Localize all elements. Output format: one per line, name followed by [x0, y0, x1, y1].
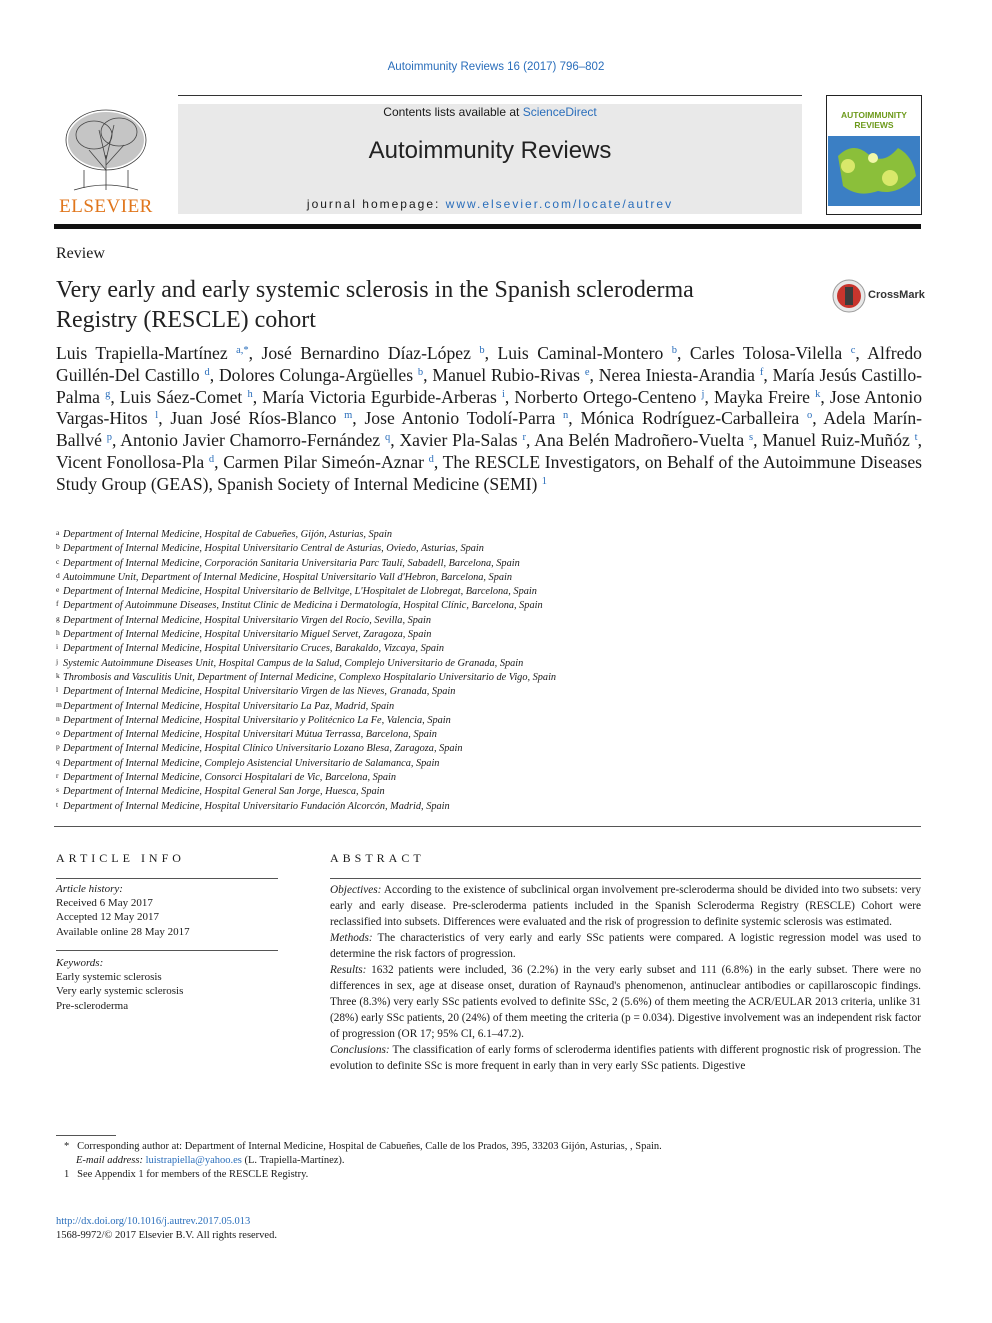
- affiliation-key: p: [56, 742, 60, 752]
- author-affiliation-marker[interactable]: m: [344, 410, 353, 422]
- affiliation-text: Department of Internal Medicine, Complejo Asistencial Universitario de Salamanca, Spain: [63, 757, 440, 769]
- affiliation-row: [56, 728, 922, 742]
- author-affiliation-marker[interactable]: n: [563, 410, 569, 422]
- article-history: [56, 882, 278, 939]
- affiliation-row: [56, 714, 922, 728]
- keyword: Early systemic sclerosis: [56, 971, 162, 984]
- affiliation-key: s: [56, 785, 59, 795]
- affiliation-text: Department of Internal Medicine, Hospital Universitario y Politécnico La Fe, Valencia, Spain: [63, 714, 451, 726]
- author-name: Manuel Ruiz-Muñóz: [762, 430, 910, 451]
- author-name: Adela Marín-Ballvé: [56, 408, 923, 451]
- author-name: Luis Trapiella-Martínez: [56, 343, 228, 363]
- affiliation-row: [56, 571, 922, 585]
- journal-homepage: journal homepage: www.elsevier.com/locate/autrev: [306, 197, 674, 211]
- affiliation-row: [56, 528, 922, 542]
- affiliation-key: q: [56, 756, 60, 766]
- abstract-body: [330, 882, 921, 1074]
- affiliation-key: f: [56, 599, 59, 609]
- affiliation-row: [56, 542, 922, 556]
- author-name: Mónica Rodríguez-Carballeira: [580, 408, 800, 429]
- author-affiliation-marker[interactable]: e: [584, 366, 590, 378]
- affiliation-key: m: [56, 699, 62, 709]
- affiliation-row: [56, 685, 922, 699]
- article-title: Very early and early systemic sclerosis in the Spanish scleroderma Registry (RESCLE) cohort: [56, 277, 694, 333]
- author-affiliation-marker[interactable]: f: [759, 366, 764, 378]
- affiliation-row: [56, 599, 922, 613]
- elsevier-wordmark: ELSEVIER: [59, 196, 153, 217]
- affiliation-text: Department of Internal Medicine, Hospital Clínico Universitario Lozano Blesa, Zaragoza, Spain: [63, 743, 463, 755]
- author-affiliation-marker[interactable]: l: [155, 410, 159, 422]
- affiliation-text: Department of Internal Medicine, Hospital Universitari Mútua Terrassa, Barcelona, Spain: [63, 729, 437, 741]
- author-affiliation-marker[interactable]: q: [384, 432, 391, 444]
- affiliation-text: Department of Autoimmune Diseases, Institut Clinic de Medicina i Dermatología, Hospital Clínic, Barcelona, Spain: [63, 600, 543, 612]
- affiliation-key: r: [56, 771, 59, 781]
- author-name: Luis Caminal-Montero: [497, 343, 664, 363]
- abstract-objectives: Objectives: According to the existence of subclinical organ involvement pre-scleroderma should be divided into two subsets: very early and early disease. Pre-scleroderma patients included in the Spanish Scleroderma Registry (RESCLE) Cohort were reclassified into subsets. Differences were evaluated and the risk of progression to definite systemic sclerosis was estimated.: [330, 884, 921, 928]
- author-affiliation-marker[interactable]: b: [417, 366, 424, 378]
- affiliation-text: Department of Internal Medicine, Hospital Universitario Miguel Servet, Zaragoza, Spain: [63, 629, 432, 641]
- author-affiliation-marker[interactable]: r: [522, 432, 526, 444]
- affiliation-key: h: [56, 628, 60, 638]
- author-affiliation-marker[interactable]: d: [204, 366, 210, 378]
- affiliation-text: Department of Internal Medicine, Consorci Hospitalari de Vic, Barcelona, Spain: [63, 772, 397, 784]
- contents-line: Contents lists available at ScienceDirect: [383, 105, 597, 119]
- affiliation-row: [56, 671, 922, 685]
- author-affiliation-marker[interactable]: d: [208, 453, 215, 465]
- affiliation-key: i: [56, 642, 59, 652]
- author-name: Jose Antonio Todolí-Parra: [364, 408, 556, 429]
- author-affiliation-marker[interactable]: b: [479, 345, 485, 356]
- sciencedirect-link[interactable]: ScienceDirect: [522, 105, 597, 119]
- journal-reference[interactable]: Autoimmunity Reviews 16 (2017) 796–802: [387, 61, 605, 73]
- author-name: The RESCLE Investigators, on Behalf of the Autoimmune Diseases Study Group (GEAS), Spanish Society of Internal Medicine (SEMI): [56, 451, 923, 494]
- affiliation-row: [56, 557, 922, 571]
- author-affiliation-marker[interactable]: o: [807, 410, 813, 422]
- affiliation-row: [56, 614, 922, 628]
- abstract-conclusions: Conclusions: The classification of early forms of scleroderma identifies patients with different prognostic risk of progression. The evolution to definite SSc is more frequent in early than in very early SSc patients. Digestive: [330, 1044, 921, 1072]
- affiliation-text: Department of Internal Medicine, Corporación Sanitaria Universitaria Parc Taulí, Sabadell, Barcelona, Spain: [63, 557, 520, 569]
- author-affiliation-marker[interactable]: t: [914, 432, 918, 444]
- author-affiliation-marker[interactable]: d: [428, 453, 434, 465]
- author-name: María Jesús Castillo-Palma: [56, 364, 923, 407]
- author-name: Carmen Pilar Simeón-Aznar: [223, 451, 424, 472]
- author-affiliation-marker[interactable]: c: [850, 345, 856, 356]
- abstract-results: Results: 1632 patients were included, 36 (2.2%) in the very early subset and 111 (6.8%) in the early subset. There were no differences in sex, age at disease onset, duration of Raynaud's phenomenon, antinuclear antibodies or capillaroscopic findings. Three (8.3%) very early SSc patients evolved to definite SSc, 2 (5.6%) of them meeting the ACR/EULAR 2013 criteria, unlike 31 (28%) early SSc patients, 20 (24%) of them meeting the criteria (p = 0.034). Digestive involvement was an independent risk factor of progression (OR 17; 95% CI, 6.1–47.2).: [330, 964, 921, 1040]
- homepage-link[interactable]: www.elsevier.com/locate/autrev: [445, 197, 674, 211]
- article-info-rule: [56, 878, 278, 879]
- affiliation-text: Department of Internal Medicine, Hospital Universitario Fundación Alcorcón, Madrid, Spain: [63, 800, 450, 812]
- affiliation-key: g: [56, 613, 60, 623]
- author-affiliation-marker[interactable]: k: [815, 388, 821, 400]
- author-name: Nerea Iniesta-Arandia: [598, 364, 755, 385]
- author-affiliation-marker[interactable]: 1: [541, 475, 547, 487]
- affiliation-text: Department of Internal Medicine, Hospital Universitario Cruces, Barakaldo, Vizcaya, Spain: [63, 643, 445, 655]
- author-name: Juan José Ríos-Blanco: [170, 408, 337, 429]
- header-rule: [54, 224, 921, 229]
- author-affiliation-marker[interactable]: g: [105, 388, 111, 400]
- history-item: Accepted 12 May 2017: [56, 911, 159, 924]
- affiliation-key: c: [56, 556, 60, 566]
- history-item: Available online 28 May 2017: [56, 925, 190, 938]
- affiliation-text: Department of Internal Medicine, Hospital de Cabueñes, Gijón, Asturias, Spain: [63, 529, 392, 540]
- author-name: Vicent Fonollosa-Pla: [56, 451, 205, 472]
- affiliation-key: n: [56, 713, 60, 723]
- cover-title: AUTOIMMUNITY REVIEWS: [841, 110, 907, 130]
- abstract-methods: Methods: The characteristics of very early and early SSc patients were compared. A logistic regression model was used to determine the risk factors of progression.: [330, 932, 921, 960]
- author-affiliation-marker[interactable]: s: [748, 432, 754, 444]
- cover-globe-icon: [828, 136, 920, 206]
- footnote-rule: [56, 1135, 116, 1136]
- affiliation-key: a: [56, 528, 60, 537]
- keyword: Pre-scleroderma: [56, 999, 129, 1012]
- affiliation-text: Systemic Autoimmune Diseases Unit, Hospital Campus de la Salud, Complejo Universitario de Granada, Spain: [63, 657, 524, 669]
- abstract-heading: ABSTRACT: [330, 851, 425, 865]
- abstract-rule: [330, 878, 921, 879]
- author-name: Manuel Rubio-Rivas: [432, 364, 580, 385]
- affiliation-text: Department of Internal Medicine, Hospital Universitario de Bellvitge, L'Hospitalet de Llobregat, Barcelona, Spain: [63, 586, 537, 598]
- author-name: Norberto Ortego-Centeno: [514, 386, 697, 407]
- registry-note: 1 See Appendix 1 for members of the RESCLE Registry.: [64, 1169, 309, 1181]
- affiliation-row: [56, 800, 922, 814]
- keywords-block: [56, 956, 278, 1013]
- journal-cover-thumbnail[interactable]: [826, 95, 922, 215]
- affiliation-text: Department of Internal Medicine, Hospital Universitario La Paz, Madrid, Spain: [63, 700, 395, 712]
- author-name: Carles Tolosa-Vilella: [689, 343, 843, 363]
- journal-name: Autoimmunity Reviews: [368, 137, 612, 164]
- affiliation-text: Autoimmune Unit, Department of Internal Medicine, Hospital Universitario Vall d'Hebron, Barcelona, Spain: [63, 571, 513, 583]
- author-affiliation-marker[interactable]: j: [701, 388, 705, 400]
- affiliation-key: o: [56, 728, 60, 738]
- author-list: Luis Trapiella-Martínez $^{a,*}$, José Bernardino Díaz-López $^b$, Luis Caminal-Montero $^b$, Carles Tolosa-Vilella $^c$, Alfredo Guillén-Del Castillo $^d$, Dolores Colunga-Argüelles $^b$, Manuel Rubio-Rivas $^e$, Nerea Iniesta-Arandia $^f$, María Jesús Castillo-Palma $^g$, Luis Sáez-Comet $^h$, María Victoria Egurbide-Arberas $^i$, Norberto Ortego-Centeno $^j$, Mayka Freire $^k$, Jose Antonio Vargas-Hitos $^l$, Juan José Ríos-Blanco $^m$, Jose Antonio Todolí-Parra $^n$, Mónica Rodríguez-Carballeira $^o$, Adela Marín-Ballvé $^p$, Antonio Javier Chamorro-Fernández $^q$, Xavier Pla-Salas $^r$, Ana Belén Madroñero-Vuelta $^s$, Manuel Ruiz-Muñóz $^t$, Vicent Fonollosa-Pla $^d$, Carmen Pilar Simeón-Aznar $^d$, The RESCLE Investigators, on Behalf of the Autoimmune Diseases Study Group (GEAS), Spanish Society of Internal Medicine (SEMI) $^1$: [56, 343, 923, 494]
- article-type: Review: [56, 245, 105, 262]
- affiliation-row: [56, 757, 922, 771]
- author-name: Jose Antonio Vargas-Hitos: [56, 386, 923, 429]
- author-name: Dolores Colunga-Argüelles: [218, 364, 414, 385]
- affiliation-row: [56, 642, 922, 656]
- author-affiliation-marker[interactable]: h: [247, 388, 253, 400]
- author-affiliation-marker[interactable]: i: [501, 388, 505, 400]
- corresponding-author-note: * Corresponding author at: Department of Internal Medicine, Hospital de Cabueñes, Calle de los Prados, 395, 33203 Gijón, Asturias, , Spain.: [64, 1141, 662, 1152]
- affiliation-row: [56, 585, 922, 599]
- affiliation-key: d: [56, 570, 60, 580]
- author-name: Xavier Pla-Salas: [399, 430, 518, 451]
- author-name: Alfredo Guillén-Del Castillo: [56, 343, 922, 385]
- keywords-label: Keywords:: [56, 957, 104, 969]
- affiliation-text: Department of Internal Medicine, Hospital Universitario Virgen del Rocío, Sevilla, Spain: [63, 614, 432, 626]
- affiliation-text: Department of Internal Medicine, Hospital General San Jorge, Huesca, Spain: [63, 786, 385, 798]
- article-info-heading: ARTICLE INFO: [56, 851, 185, 865]
- keyword: Very early systemic sclerosis: [56, 985, 184, 998]
- crossmark-icon: [832, 279, 866, 313]
- author-name: María Victoria Egurbide-Arberas: [262, 386, 497, 407]
- doi-link[interactable]: http://dx.doi.org/10.1016/j.autrev.2017.05.013: [56, 1216, 251, 1227]
- author-name: Mayka Freire: [714, 386, 810, 407]
- author-name: Ana Belén Madroñero-Vuelta: [534, 430, 745, 451]
- affiliation-key: e: [56, 585, 60, 595]
- affiliation-row: [56, 771, 922, 785]
- affiliation-key: b: [56, 542, 60, 552]
- author-affiliation-marker[interactable]: a,*: [236, 345, 249, 356]
- affiliation-text: Department of Internal Medicine, Hospital Universitario Central de Asturias, Oviedo, Asturias, Spain: [63, 543, 484, 555]
- affiliation-row: [56, 628, 922, 642]
- affiliation-key: j: [56, 656, 59, 666]
- section-rule: [54, 826, 921, 827]
- keywords-rule: [56, 950, 278, 951]
- affiliation-row: [56, 657, 922, 671]
- author-name: Antonio Javier Chamorro-Fernández: [120, 430, 381, 451]
- affiliation-key: k: [56, 670, 60, 680]
- copyright: 1568-9972/© 2017 Elsevier B.V. All rights reserved.: [56, 1230, 277, 1242]
- author-affiliation-marker[interactable]: p: [106, 432, 113, 444]
- affiliation-key: t: [56, 799, 59, 809]
- doi-block: [56, 1215, 277, 1243]
- affiliation-text: Department of Internal Medicine, Hospital Universitario Virgen de las Nieves, Granada, Spain: [63, 686, 456, 698]
- author-name: Luis Sáez-Comet: [119, 386, 243, 407]
- affiliation-key: l: [56, 685, 59, 695]
- history-item: Received 6 May 2017: [56, 897, 153, 910]
- email-link[interactable]: luistrapiella@yahoo.es: [145, 1155, 242, 1167]
- affiliation-text: Thrombosis and Vasculitis Unit, Department of Internal Medicine, Complexo Hospitalario Universitario de Vigo, Spain: [63, 671, 557, 683]
- banner-top-rule: [178, 95, 802, 96]
- history-label: Article history:: [56, 883, 123, 895]
- affiliation-row: [56, 700, 922, 714]
- affiliation-row: [56, 785, 922, 799]
- author-affiliation-marker[interactable]: b: [671, 345, 677, 356]
- email-note: E-mail address: luistrapiella@yahoo.es (L. Trapiella-Martínez).: [76, 1155, 345, 1167]
- affiliation-list: [56, 528, 922, 814]
- crossmark-label[interactable]: CrossMark: [868, 289, 925, 301]
- author-name: José Bernardino Díaz-López: [261, 343, 471, 363]
- affiliation-row: [56, 742, 922, 756]
- footnotes: [56, 1140, 922, 1183]
